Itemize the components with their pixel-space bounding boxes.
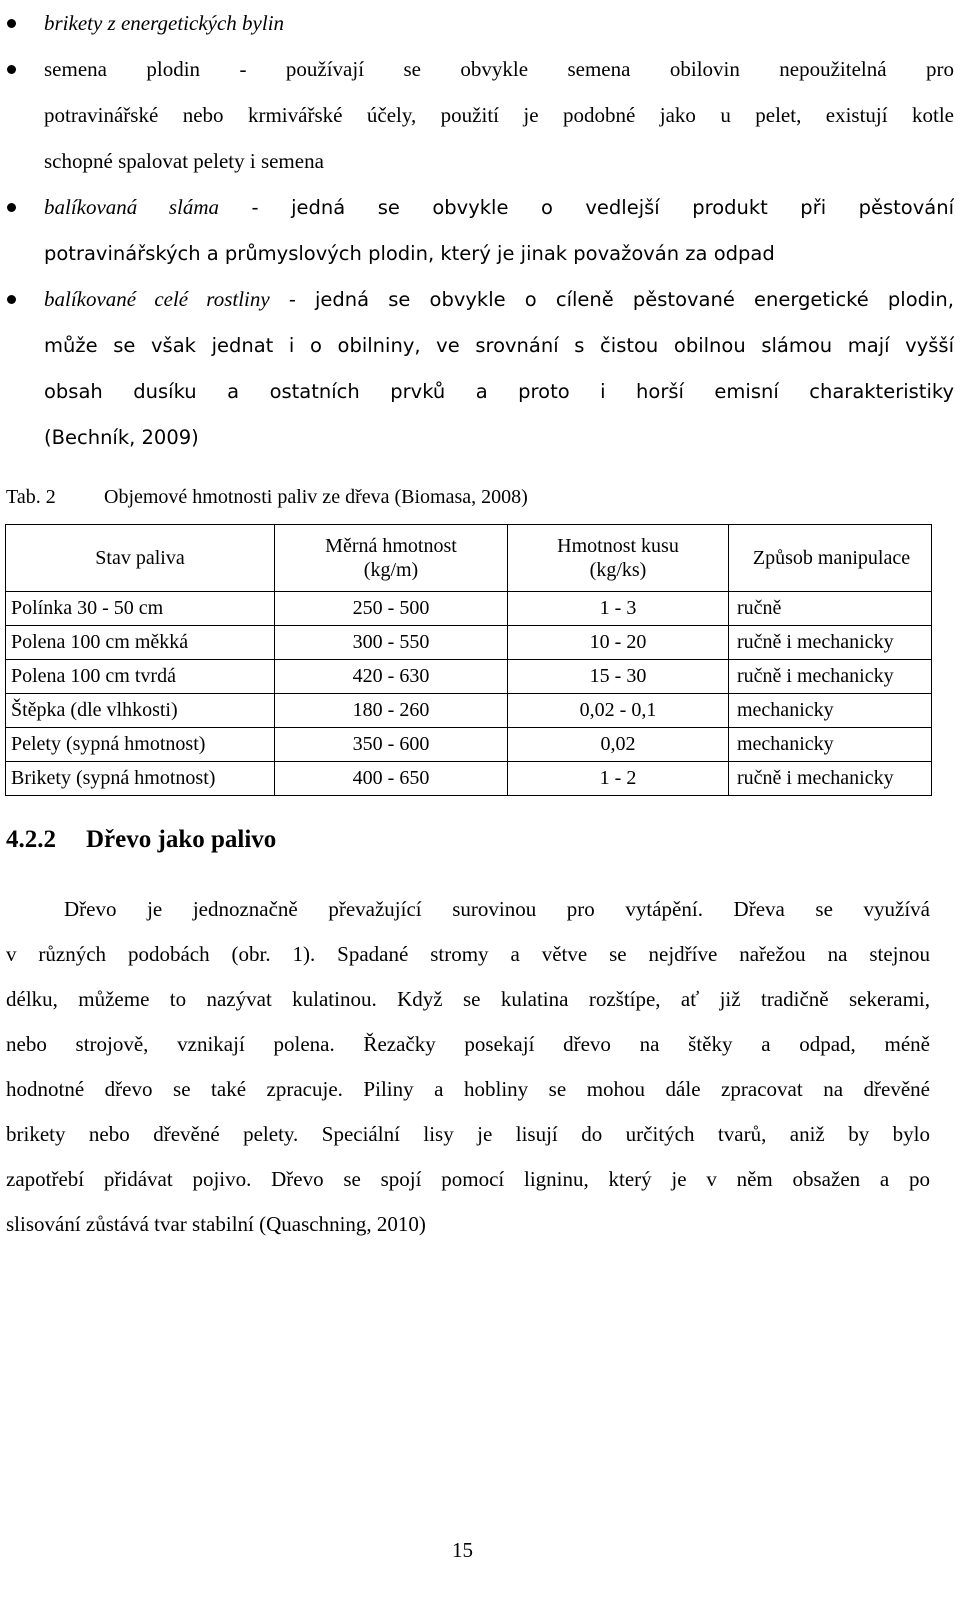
paragraph-line: zapotřebí přidávat pojivo. Dřevo se spojí pomocí ligninu, který je v něm obsažen a po — [6, 1167, 930, 1191]
table-row — [6, 694, 932, 728]
table-row — [6, 728, 932, 762]
paragraph-line: nebo strojově, vznikají polena. Řezačky posekají dřevo na štěky a odpad, méně — [6, 1032, 930, 1056]
table-header-row — [6, 525, 932, 592]
table-cell: 1 - 3 — [508, 592, 729, 626]
column-header: Měrná hmotnost (kg/m) — [275, 525, 508, 592]
column-header: Stav paliva — [6, 525, 275, 592]
bullet-list — [0, 0, 960, 460]
bullet-line — [44, 368, 954, 414]
bullet-dot-icon — [7, 295, 16, 304]
bullet-text: obsah dusíku a ostatních prvků a proto i horší emisní charakteristiky — [44, 380, 954, 403]
table-cell: Pelety (sypná hmotnost) — [6, 728, 275, 762]
section-title: Dřevo jako palivo — [86, 826, 277, 853]
section-heading — [6, 826, 276, 854]
table-row — [6, 762, 932, 796]
bullet-term: brikety z energetických bylin — [44, 11, 285, 35]
table-row — [6, 626, 932, 660]
table-cell: Brikety (sypná hmotnost) — [6, 762, 275, 796]
bullet-dot-icon — [7, 19, 16, 28]
table-row — [6, 592, 932, 626]
bullet-text: - jedná se obvykle o vedlejší produkt při pěstování — [219, 196, 954, 219]
bullet-line — [44, 46, 954, 92]
table-cell: 1 - 2 — [508, 762, 729, 796]
table-cell: 15 - 30 — [508, 660, 729, 694]
bullet-line — [44, 322, 954, 368]
bullet-line — [44, 276, 954, 322]
table-cell: Polena 100 cm měkká — [6, 626, 275, 660]
bullet-line — [44, 0, 954, 46]
table-body — [6, 592, 932, 796]
table-cell: Štěpka (dle vlhkosti) — [6, 694, 275, 728]
table-cell: ručně i mechanicky — [729, 626, 932, 660]
bullet-line — [44, 414, 954, 460]
column-header: Způsob manipulace — [729, 525, 932, 592]
table-cell: 180 - 260 — [275, 694, 508, 728]
bullet-item — [0, 276, 960, 460]
bullet-text: schopné spalovat pelety i semena — [44, 149, 324, 173]
paragraph-line: v různých podobách (obr. 1). Spadané stromy a větve se nejdříve nařežou na stejnou — [6, 942, 930, 966]
table-cell: 300 - 550 — [275, 626, 508, 660]
bullet-line — [44, 92, 954, 138]
table-cell: mechanicky — [729, 728, 932, 762]
table-cell: 420 - 630 — [275, 660, 508, 694]
bullet-item — [0, 0, 960, 46]
paragraph-line: délku, můžeme to nazývat kulatinou. Když se kulatina rozštípe, ať již tradičně sekerami, — [6, 987, 930, 1011]
table-caption — [6, 486, 528, 509]
page-number: 15 — [452, 1538, 473, 1562]
table-cell: 350 - 600 — [275, 728, 508, 762]
bullet-text: potravinářské nebo krmivářské účely, použití je podobné jako u pelet, existují kotle — [44, 103, 954, 127]
body-paragraph — [6, 887, 930, 1247]
bullet-term: balíkované celé rostliny — [44, 287, 270, 311]
table-cell: 250 - 500 — [275, 592, 508, 626]
table-cell: Polena 100 cm tvrdá — [6, 660, 275, 694]
table-cell: 0,02 - 0,1 — [508, 694, 729, 728]
table-cell: Polínka 30 - 50 cm — [6, 592, 275, 626]
bullet-item — [0, 184, 960, 276]
bullet-text: semena plodin - používají se obvykle semena obilovin nepoužitelná pro — [44, 57, 954, 81]
table-cell: 400 - 650 — [275, 762, 508, 796]
table-row — [6, 660, 932, 694]
bullet-text: může se však jednat i o obilniny, ve srovnání s čistou obilnou slámou mají vyšší — [44, 334, 954, 357]
table-cell: ručně i mechanicky — [729, 660, 932, 694]
bullet-line — [44, 184, 954, 230]
table-cell: mechanicky — [729, 694, 932, 728]
table-cell: ručně i mechanicky — [729, 762, 932, 796]
bullet-line — [44, 230, 954, 276]
bullet-dot-icon — [7, 203, 16, 212]
table-cell: 0,02 — [508, 728, 729, 762]
table-cell: ručně — [729, 592, 932, 626]
table-caption-label: Tab. 2 — [6, 486, 56, 508]
bullet-text: - jedná se obvykle o cíleně pěstované energetické plodin, — [269, 288, 954, 311]
table-cell: 10 - 20 — [508, 626, 729, 660]
section-number: 4.2.2 — [6, 826, 56, 853]
bullet-dot-icon — [7, 65, 16, 74]
bullet-text: potravinářských a průmyslových plodin, který je jinak považován za odpad — [44, 242, 775, 265]
paragraph-line: slisování zůstává tvar stabilní (Quaschning, 2010) — [6, 1212, 426, 1236]
bullet-term: balíkovaná sláma — [44, 195, 220, 219]
paragraph-line: brikety nebo dřevěné pelety. Speciální lisy je lisují do určitých tvarů, aniž by bylo — [6, 1122, 930, 1146]
table-caption-text: Objemové hmotnosti paliv ze dřeva (Biomasa, 2008) — [104, 486, 528, 508]
bullet-item — [0, 46, 960, 184]
paragraph-line: hodnotné dřevo se také zpracuje. Piliny a hobliny se mohou dále zpracovat na dřevěné — [6, 1077, 930, 1101]
fuel-density-table — [5, 524, 932, 796]
bullet-text: (Bechník, 2009) — [44, 426, 199, 449]
paragraph-line: Dřevo je jednoznačně převažující surovinou pro vytápění. Dřeva se využívá — [64, 897, 930, 921]
column-header: Hmotnost kusu (kg/ks) — [508, 525, 729, 592]
bullet-line — [44, 138, 954, 184]
